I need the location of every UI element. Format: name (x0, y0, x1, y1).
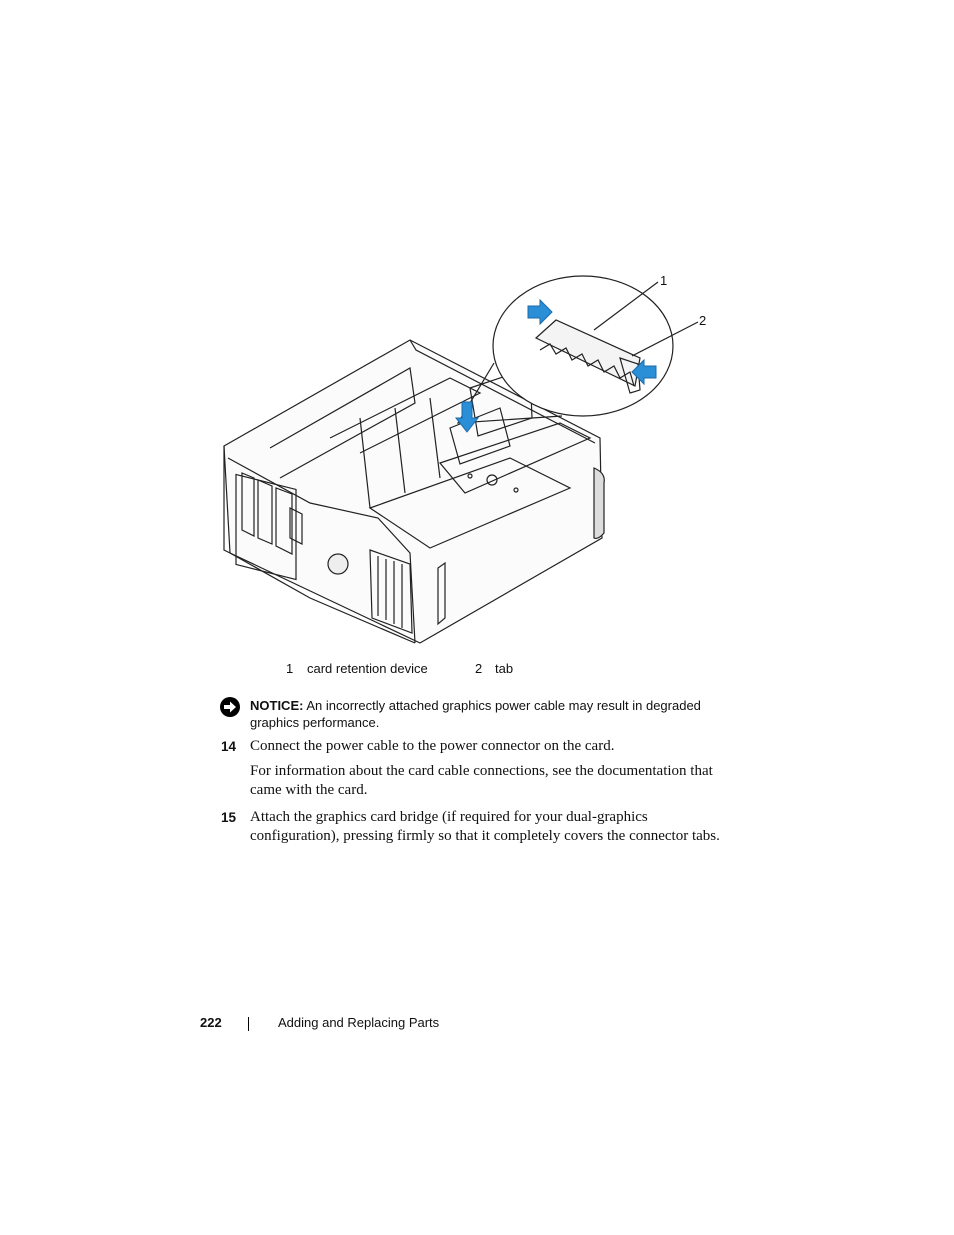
notice-block (250, 697, 720, 731)
step-15-number: 15 (221, 810, 237, 825)
footer-section-title: Adding and Replacing Parts (278, 1015, 440, 1030)
notice-icon (219, 696, 241, 718)
legend-num-1: 1 (286, 661, 294, 676)
legend-label-1: card retention device (307, 661, 428, 676)
notice-text: An incorrectly attached graphics power cable may result in degraded graphics performance. (250, 698, 701, 730)
legend-label-2: tab (495, 661, 514, 676)
page-number: 222 (200, 1015, 222, 1030)
footer-separator (248, 1017, 249, 1031)
step-14-text: Connect the power cable to the power connector on the card. (250, 738, 615, 754)
step-14-number: 14 (221, 739, 237, 754)
chassis-drawing (210, 268, 720, 658)
notice-label: NOTICE: (250, 698, 304, 713)
legend-num-2: 2 (475, 661, 483, 676)
step-15-text: Attach the graphics card bridge (if required for your dual-graphics configuration), pressing firmly so that it completely covers the connector tabs. (250, 809, 720, 844)
callout-1: 1 (660, 273, 668, 288)
computer-illustration (210, 268, 720, 658)
step-14-followup: For information about the card cable connections, see the documentation that came with the card. (250, 763, 713, 798)
callout-2: 2 (699, 313, 707, 328)
